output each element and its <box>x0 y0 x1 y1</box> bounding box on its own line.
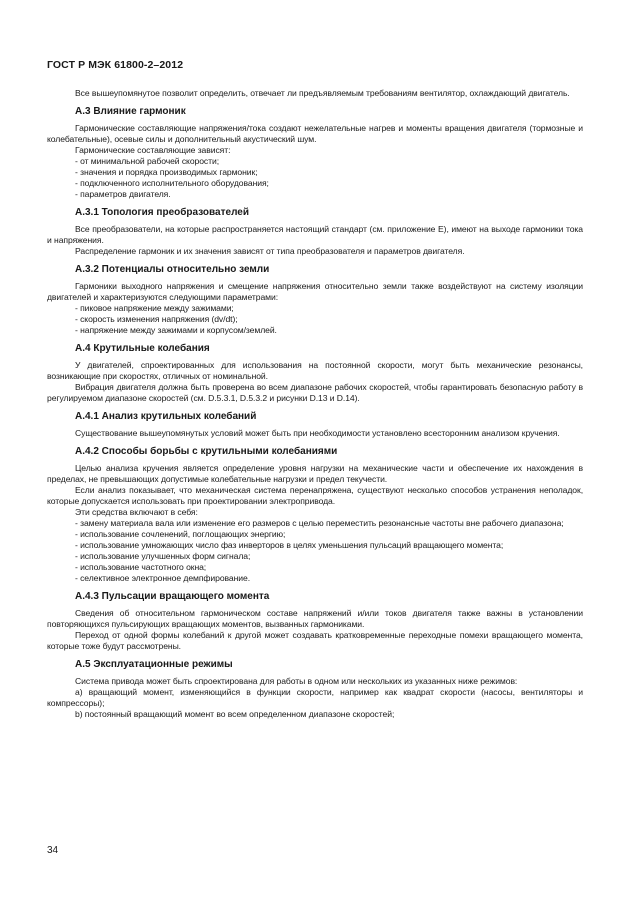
list-item: - параметров двигателя. <box>75 189 171 199</box>
paragraph: Сведения об относительном гармоническом составе напряжений и/или токов двигателя также важны в установлении повторяющихся пульсирующих вращающих моментов, вызванных гармониками. <box>47 608 583 629</box>
document-header: ГОСТ Р МЭК 61800-2–2012 <box>47 59 184 71</box>
section-heading: А.3.2 Потенциалы относительно земли <box>75 264 270 275</box>
paragraph: У двигателей, спроектированных для использования на постоянной скорости, могут быть механические резонансы, возникающие при скоростях, отличных от номинальной. <box>47 360 583 381</box>
paragraph: Целью анализа кручения является определение уровня нагрузки на механические части и обеспечение их нахождения в пределах, не превышающих допустимые колебательные нагрузки и предел текучести. <box>47 463 583 484</box>
section-heading: А.4.1 Анализ крутильных колебаний <box>75 411 257 422</box>
list-item: - напряжение между зажимами и корпусом/землей. <box>75 325 277 335</box>
list-item: - от минимальной рабочей скорости; <box>75 156 220 166</box>
section-heading: А.5 Эксплуатационные режимы <box>75 659 233 670</box>
section-heading: А.3 Влияние гармоник <box>75 106 186 117</box>
list-item: - использование сочленений, поглощающих энергию; <box>75 529 286 539</box>
list-item: - использование улучшенных форм сигнала; <box>75 551 251 561</box>
list-item: - замену материала вала или изменение его размеров с целью переместить резонансные частоты вне рабочего диапазона; <box>75 518 564 528</box>
list-item: b) постоянный вращающий момент во всем определенном диапазоне скоростей; <box>75 709 395 719</box>
paragraph: Все преобразователи, на которые распространяется настоящий стандарт (см. приложение Е), имеют на выходе гармоники тока и напряжения. <box>47 224 583 245</box>
section-heading: А.4.3 Пульсации вращающего момента <box>75 591 270 602</box>
paragraph: Существование вышеупомянутых условий может быть при необходимости установлено всесторонним анализом кручения. <box>75 428 560 438</box>
paragraph: Переход от одной формы колебаний к другой может создавать кратковременные переходные помехи вращающего момента, которые тоже будут рассмотрены. <box>47 630 583 651</box>
list-item: - значения и порядка производимых гармоник; <box>75 167 258 177</box>
section-heading: А.4 Крутильные колебания <box>75 343 210 354</box>
paragraph: Гармонические составляющие зависят: <box>75 145 231 155</box>
list-item: - использование умножающих число фаз инверторов в целях уменьшения пульсаций вращающего момента; <box>75 540 504 550</box>
paragraph: Гармонические составляющие напряжения/тока создают нежелательные нагрев и моменты вращения двигателя (тормозные и колебательные), осевые силы и дополнительный акустический шум. <box>47 123 583 144</box>
paragraph: Распределение гармоник и их значения зависят от типа преобразователя и параметров двигателя. <box>75 246 465 256</box>
section-heading: А.3.1 Топология преобразователей <box>75 207 250 218</box>
page-number: 34 <box>47 845 59 856</box>
list-item: - селективное электронное демпфирование. <box>75 573 251 583</box>
list-item: - использование частотного окна; <box>75 562 207 572</box>
section-heading: А.4.2 Способы борьбы с крутильными колебаниями <box>75 446 338 457</box>
list-item: - скорость изменения напряжения (dv/dt); <box>75 314 238 324</box>
list-item: - пиковое напряжение между зажимами; <box>75 303 234 313</box>
paragraph: Эти средства включают в себя: <box>75 507 198 517</box>
list-item: - подключенного исполнительного оборудования; <box>75 178 269 188</box>
paragraph: Все вышеупомянутое позволит определить, отвечает ли предъявляемым требованиям вентилятор, охлаждающий двигатель. <box>75 88 570 98</box>
paragraph: Вибрация двигателя должна быть проверена во всем диапазоне рабочих скоростей, чтобы гарантировать безопасную работу в регулируемом диапазоне скоростей (см. D.5.3.1, D.5.3.2 и рисунки D.13 и D.14). <box>47 382 583 403</box>
paragraph: Если анализ показывает, что механическая система перенапряжена, существуют несколько способов устранения неполадок, которые допускается использовать при проектировании электропривода. <box>47 485 583 506</box>
paragraph: Гармоники выходного напряжения и смещение напряжения относительно земли также воздействуют на систему изоляции двигателей и характеризуются следующими параметрами: <box>47 281 583 302</box>
paragraph: Система привода может быть спроектирована для работы в одном или нескольких из указанных ниже режимов: <box>75 676 518 686</box>
list-item: a) вращающий момент, изменяющийся в функции скорости, например как квадрат скорости (насосы, вентиляторы и компрессоры); <box>47 687 583 708</box>
document-body <box>47 88 583 720</box>
